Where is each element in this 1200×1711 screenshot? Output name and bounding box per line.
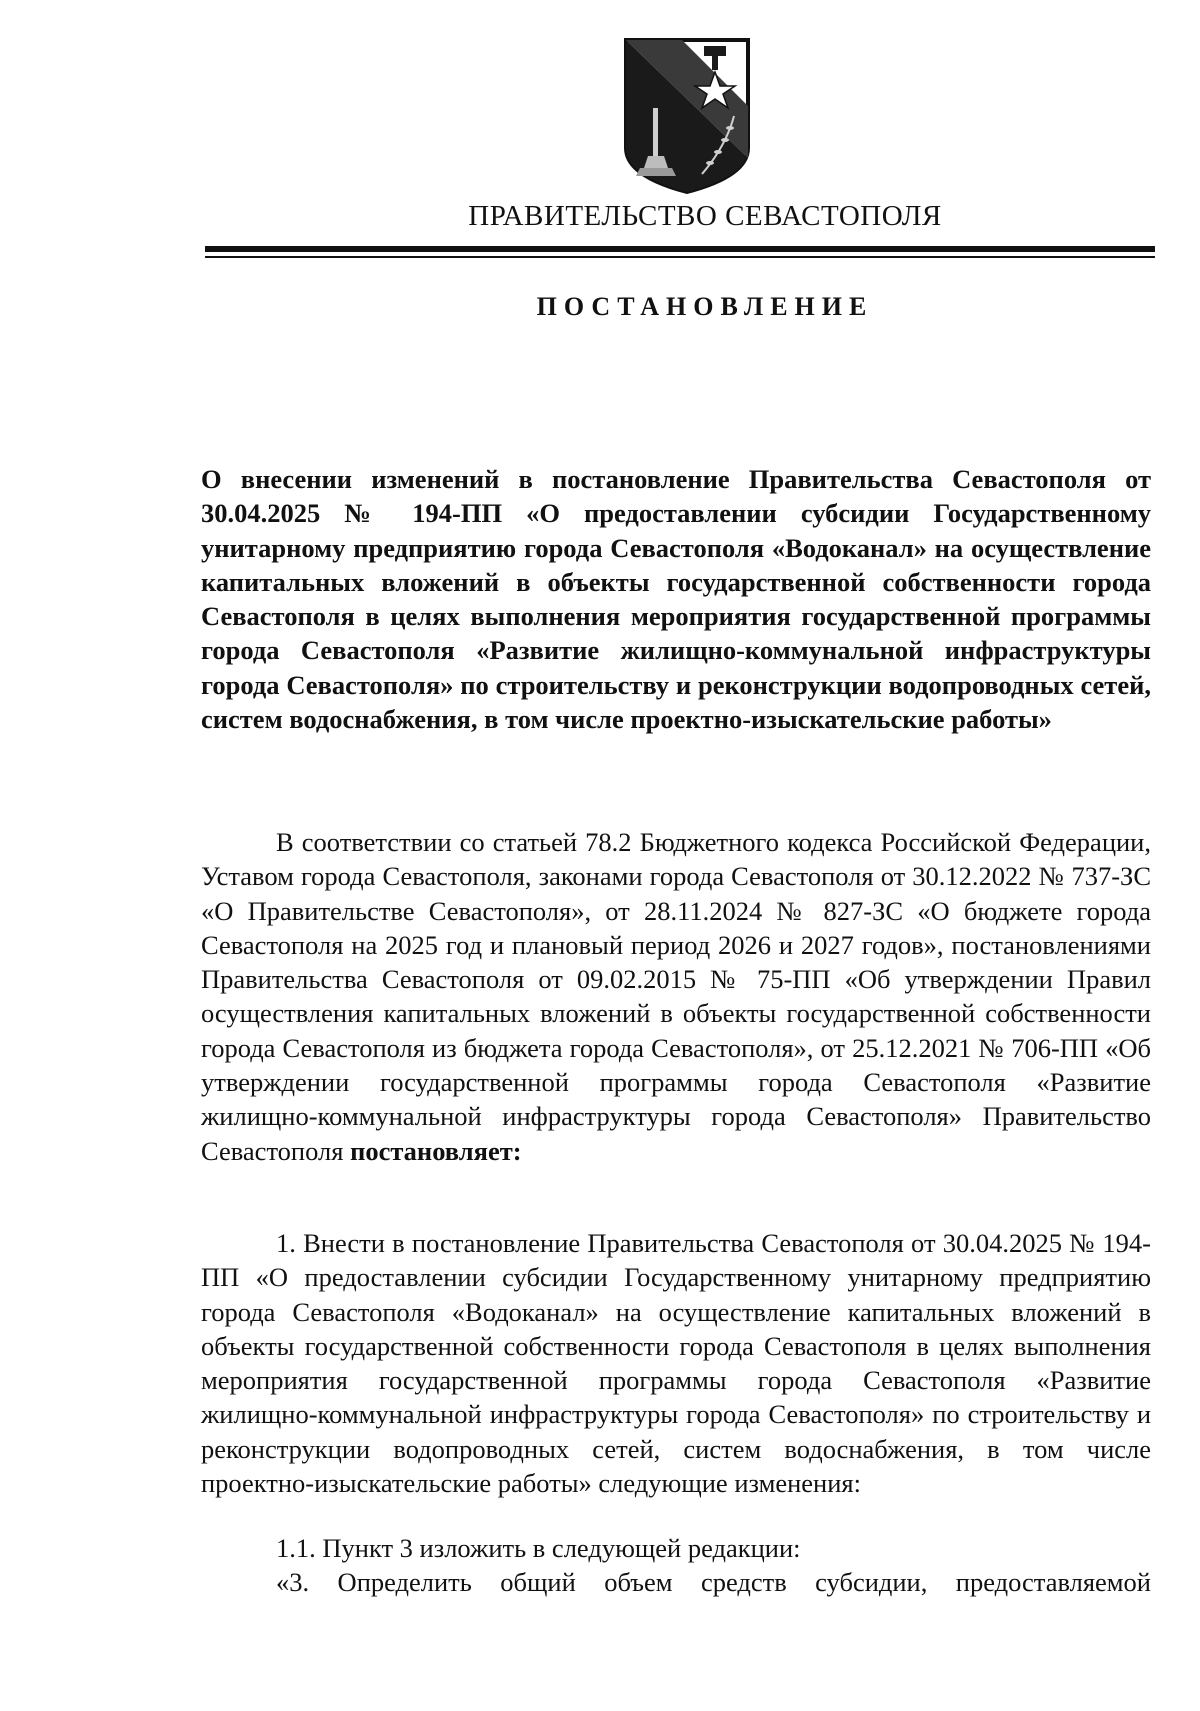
decision-word: постановляет: [350,1135,522,1166]
item-1-1-quote-start: «3. Определить общий объем средств субсидии, предоставляемой [276,1567,1151,1597]
document-type-title: ПОСТАНОВЛЕНИЕ [536,292,874,321]
sevastopol-coat-of-arms-icon [622,36,752,196]
government-name: ПРАВИТЕЛЬСТВО СЕВАСТОПОЛЯ [468,200,942,232]
document-subject: О внесении изменений в постановление Правительства Севастополя от 30.04.2025 № 194-ПП «О предоставлении субсидии Государственному унитарному предприятию города Севастополя «Водоканал» на осуществление капитальных вложений в объекты государственной собственности города Севастополя в целях выполнения мероприятия государственной программы города Севастополя «Развитие жилищно-коммунальной инфраструктуры города Севастополя» по строительству и реконструкции водопроводных сетей, систем водоснабжения, в том числе проектно-изыскательские работы» [201,464,1151,735]
preamble-text: В соответствии со статьей 78.2 Бюджетного кодекса Российской Федерации, Уставом города Севастополя, законами города Севастополя от 30.12.2022 № 737-ЗС «О Правительстве Севастополя», от 28.11.2024 № 827-ЗС «О бюджете города Севастополя на 2025 год и плановый период 2026 и 2027 годов», постановлениями Правительства Севастополя от 09.02.2015 № 75-ПП «Об утверждении Правил осуществления капитальных вложений в объекты государственной собственности города Севастополя из бюджета города Севастополя», от 25.12.2021 № 706-ПП «Об утверждении государственной программы города Севастополя «Развитие жилищно-коммунальной инфраструктуры города Севастополя» Правительство Севастополя [201,827,1151,1166]
preamble-paragraph [201,825,1151,1168]
header-divider-thick [205,246,1155,252]
header-divider-thin [205,256,1155,258]
item-1-1-paragraph: 1.1. Пункт 3 изложить в следующей редакции: [276,1533,801,1563]
item-1-paragraph: 1. Внести в постановление Правительства Севастополя от 30.04.2025 № 194-ПП «О предоставлении субсидии Государственному унитарному предприятию города Севастополя «Водоканал» на осуществление капитальных вложений в объекты государственной собственности города Севастополя в целях выполнения мероприятия государственной программы города Севастополя «Развитие жилищно-коммунальной инфраструктуры города Севастополя» по строительству и реконструкции водопроводных сетей, систем водоснабжения, в том числе проектно-изыскательские работы» следующие изменения: [201,1228,1151,1499]
